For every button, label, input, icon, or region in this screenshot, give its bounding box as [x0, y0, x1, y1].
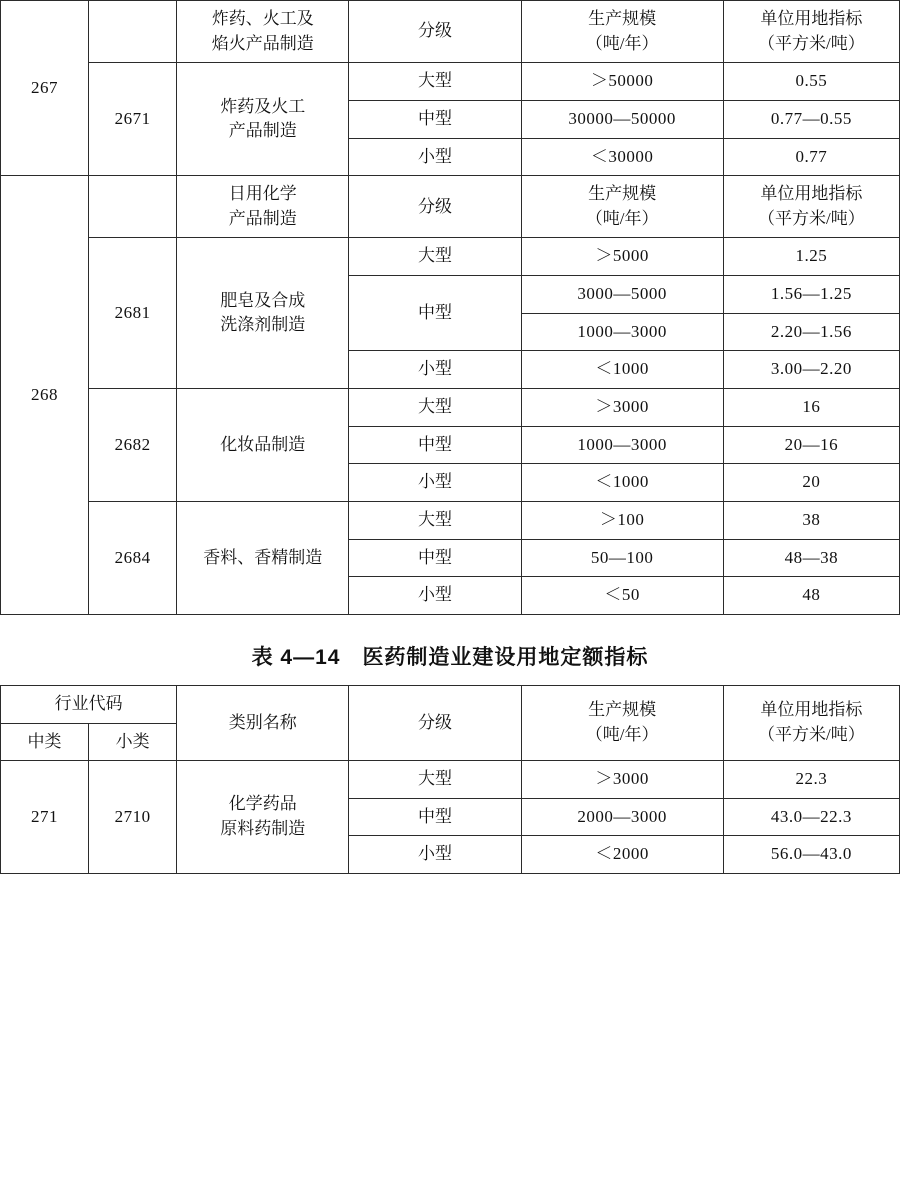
- scale-cell: ＜1000: [521, 464, 723, 502]
- scale-header-line: （吨/年）: [585, 33, 659, 53]
- index-cell: 3.00—2.20: [723, 351, 899, 389]
- index-cell: 1.56—1.25: [723, 276, 899, 314]
- category-name-cell: [177, 761, 349, 874]
- scale-cell: 30000—50000: [521, 100, 723, 138]
- table-row: [1, 389, 900, 427]
- index-header-line: 单位用地指标: [760, 9, 863, 28]
- scale-cell: 2000—3000: [521, 798, 723, 836]
- grade-cell: 小型: [349, 464, 521, 502]
- category-name-line: 炸药及火工: [220, 96, 306, 116]
- index-header-cell: [723, 1, 899, 63]
- scale-header: [521, 685, 723, 760]
- mid-code-cell: 271: [1, 761, 89, 874]
- category-name-line: 原料药制造: [220, 819, 306, 839]
- index-header-line: （平方米/吨）: [758, 33, 865, 53]
- index-header-line: 单位用地指标: [760, 184, 863, 204]
- mid-code-cell: 268: [1, 176, 89, 615]
- scale-cell: ＜30000: [521, 138, 723, 176]
- index-cell: 22.3: [723, 761, 899, 799]
- sub-code-cell: [89, 176, 177, 238]
- category-name-line: 肥皂及合成: [220, 290, 306, 310]
- index-cell: 2.20—1.56: [723, 313, 899, 351]
- index-cell: 38: [723, 501, 899, 539]
- scale-cell: 1000—3000: [521, 426, 723, 464]
- category-name-line: 炸药、火工及: [211, 9, 314, 28]
- scale-header-line: 生产规模: [588, 9, 657, 28]
- grade-cell: 大型: [349, 761, 521, 799]
- table-row: [1, 501, 900, 539]
- scale-cell: ＞5000: [521, 238, 723, 276]
- sub-code-cell: [89, 1, 177, 63]
- index-header-line: （平方米/吨）: [758, 208, 865, 228]
- scale-cell: ＜1000: [521, 351, 723, 389]
- category-name-cell: [177, 63, 349, 176]
- grade-cell: 大型: [349, 501, 521, 539]
- table-row: [1, 176, 900, 238]
- grade-cell: 中型: [349, 426, 521, 464]
- scale-cell: ＞50000: [521, 63, 723, 101]
- index-header: [723, 685, 899, 760]
- index-cell: 0.55: [723, 63, 899, 101]
- index-cell: 16: [723, 389, 899, 427]
- scale-header-cell: [521, 1, 723, 63]
- index-cell: 43.0—22.3: [723, 798, 899, 836]
- scale-header-line: 生产规模: [588, 184, 657, 204]
- index-cell: 48: [723, 577, 899, 615]
- grade-cell: 中型: [349, 100, 521, 138]
- category-name-line: 产品制造: [228, 121, 297, 141]
- table-4-14: [0, 685, 900, 874]
- index-cell: 0.77: [723, 138, 899, 176]
- table-row: [1, 761, 900, 799]
- category-name-line: 产品制造: [228, 208, 297, 228]
- category-name-cell: [177, 176, 349, 238]
- index-cell: 48—38: [723, 539, 899, 577]
- index-header-cell: [723, 176, 899, 238]
- sub-code-cell: 2671: [89, 63, 177, 176]
- grade-cell: 大型: [349, 389, 521, 427]
- index-cell: 0.77—0.55: [723, 100, 899, 138]
- grade-cell: 大型: [349, 238, 521, 276]
- mid-code-cell: 267: [1, 1, 89, 176]
- index-header-line: 单位用地指标: [760, 700, 863, 720]
- category-name-line: 洗涤剂制造: [220, 315, 306, 335]
- category-name-cell: 香料、香精制造: [177, 501, 349, 614]
- grade-cell: 小型: [349, 138, 521, 176]
- category-name-line: 焰火产品制造: [211, 33, 314, 53]
- index-cell: 56.0—43.0: [723, 836, 899, 874]
- index-cell: 20: [723, 464, 899, 502]
- scale-cell: ＞3000: [521, 389, 723, 427]
- category-name-header: 类别名称: [177, 685, 349, 760]
- scale-cell: 3000—5000: [521, 276, 723, 314]
- grade-cell: 大型: [349, 63, 521, 101]
- table-header-row: [1, 685, 900, 723]
- category-name-cell: [177, 238, 349, 389]
- table-title-text: 医药制造业建设用地定额指标: [362, 645, 649, 669]
- grade-header-cell: 分级: [349, 1, 521, 63]
- index-header-line: （平方米/吨）: [758, 725, 865, 745]
- grade-cell: 中型: [349, 798, 521, 836]
- sub-code-cell: 2684: [89, 501, 177, 614]
- scale-cell: ＞100: [521, 501, 723, 539]
- grade-header: 分级: [349, 685, 521, 760]
- grade-header-cell: 分级: [349, 176, 521, 238]
- scale-cell: ＞3000: [521, 761, 723, 799]
- scale-cell: 1000—3000: [521, 313, 723, 351]
- category-name-cell: [177, 1, 349, 63]
- sub-code-cell: 2681: [89, 238, 177, 389]
- scale-header-cell: [521, 176, 723, 238]
- category-name-line: 日用化学: [228, 184, 297, 204]
- scale-header-line: 生产规模: [588, 700, 657, 720]
- industry-code-header: 行业代码: [1, 685, 177, 723]
- category-name-line: 化学药品: [228, 794, 297, 814]
- grade-cell: 中型: [349, 276, 521, 351]
- table-4-14-title: [0, 641, 900, 671]
- scale-header-line: （吨/年）: [585, 725, 659, 745]
- table-row: [1, 238, 900, 276]
- sub-class-header: 小类: [89, 723, 177, 761]
- table-row: [1, 1, 900, 63]
- sub-code-cell: 2710: [89, 761, 177, 874]
- scale-cell: 50—100: [521, 539, 723, 577]
- scale-cell: ＜2000: [521, 836, 723, 874]
- scale-cell: ＜50: [521, 577, 723, 615]
- category-name-cell: 化妆品制造: [177, 389, 349, 502]
- scale-header-line: （吨/年）: [585, 208, 659, 228]
- grade-cell: 小型: [349, 351, 521, 389]
- grade-cell: 中型: [349, 539, 521, 577]
- mid-class-header: 中类: [1, 723, 89, 761]
- index-cell: 20—16: [723, 426, 899, 464]
- table-number: 表 4—14: [251, 645, 341, 669]
- grade-cell: 小型: [349, 577, 521, 615]
- sub-code-cell: 2682: [89, 389, 177, 502]
- index-cell: 1.25: [723, 238, 899, 276]
- table-row: [1, 63, 900, 101]
- grade-cell: 小型: [349, 836, 521, 874]
